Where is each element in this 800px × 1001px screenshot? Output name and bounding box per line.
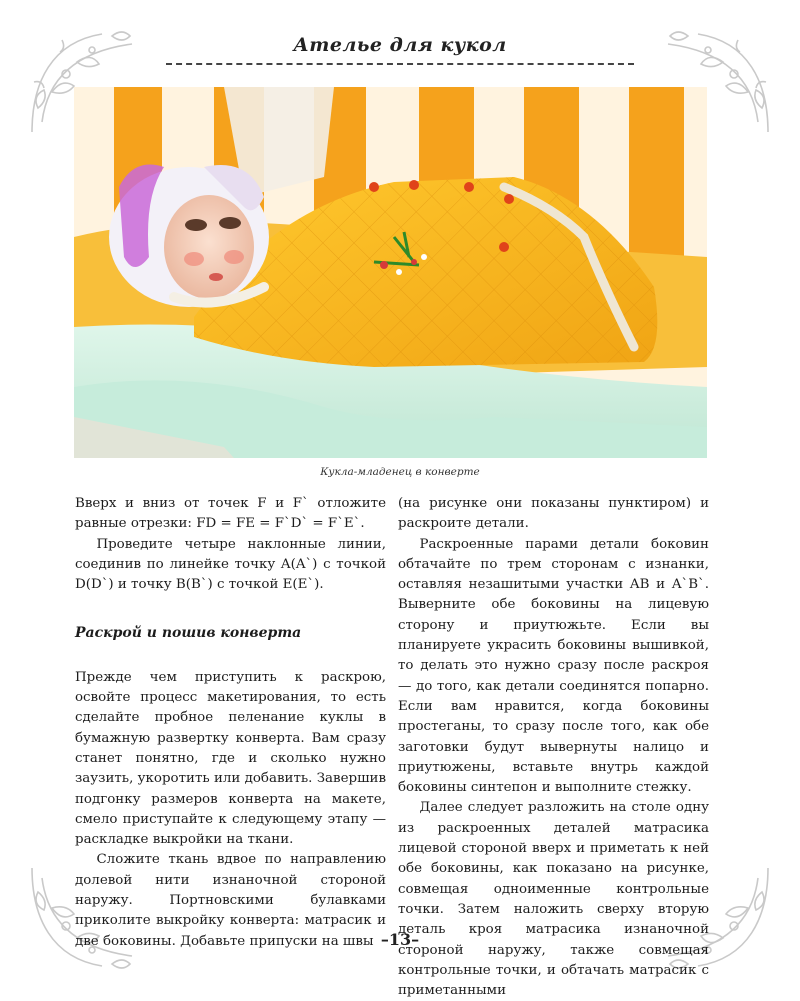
- right-column: [398, 494, 709, 1001]
- doll-in-envelope-photo: [74, 87, 707, 458]
- paragraph: Далее следует разложить на столе одну из раскроенных деталей матрасика лицевой стороной вверх и приметать к ней обе боковины, как показано на рисунке, совмещая одноименные контрольные точки. Затем наложить сверху вторую деталь кроя матрасика изнаночной стороной наружу, также совмещая контрольные точки, и обтачать матрасик с приметанными: [398, 800, 709, 999]
- paragraph: Вверх и вниз от точек F и F` отложите равные отрезки: FD = FE = F`D` = F`E`.: [75, 496, 386, 532]
- paragraph: Сложите ткань вдвое по направлению долевой нити изнаночной стороной наружу. Портновскими булавками приколите выкройку конверта: матрасик и две боковины. Добавьте припуски на швы: [75, 852, 386, 949]
- running-title: Ателье для кукол: [293, 34, 507, 56]
- paragraph: (на рисунке они показаны пунктиром) и раскроите детали.: [398, 496, 709, 532]
- left-column: [75, 494, 386, 952]
- section-heading: Раскрой и пошив конверта: [75, 625, 302, 642]
- header-divider: [166, 63, 634, 65]
- paragraph: Проведите четыре наклонные линии, соединив по линейке точку A(A`) с точкой D(D`) и точку B(B`) с точкой E(E`).: [75, 536, 386, 593]
- figure-caption: Кукла-младенец в конверте: [320, 466, 480, 478]
- paragraph: Раскроенные парами детали боковин обтачайте по трем сторонам с изнанки, оставляя незашитыми участки AB и A`B`. Выверните обе боковины на лицевую сторону и приутюжьте. Если вы планируете украсить боковины вышивкой, то делать это нужно сразу после раскроя — до того, как детали соединятся попарно. Если вам нравится, когда боковины простеганы, то сразу после того, как обе заготовки будут вывернуты налицо и приутюжены, вставьте внутрь каждой боковины синтепон и выполните стежку.: [398, 536, 709, 796]
- paragraph: Прежде чем приступить к раскрою, освойте процесс макетирования, то есть сделайте пробное пеленание куклы в бумажную развертку конверта. Вам сразу станет понятно, где и сколько нужно заузить, укоротить или добавить. Завершив подгонку размеров конверта на макете, смело приступайте к следующему этапу — раскладке выкройки на ткани.: [75, 669, 386, 848]
- page-number: –13–: [380, 930, 420, 949]
